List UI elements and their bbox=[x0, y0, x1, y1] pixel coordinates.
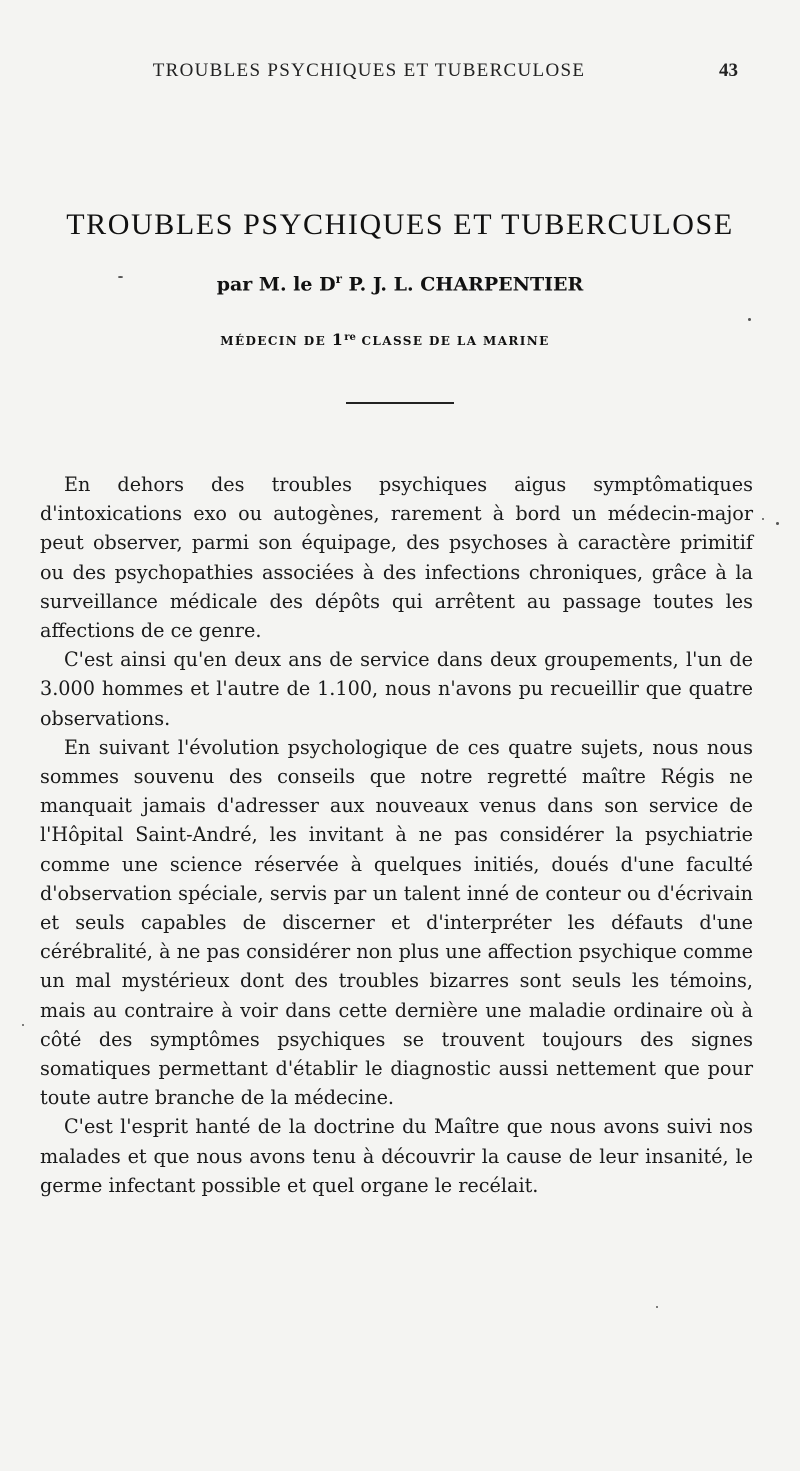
author-sup: r bbox=[335, 272, 342, 286]
paragraph: En dehors des troubles psychiques aigus symptômatiques d'intoxications exo ou autogènes, rarement à bord un médecin-major peut observer, parmi son équipage, des psychoses à caractère primitif ou des psychopathies associées à des infections chroniques, grâce à la surveillance médicale des dépôts qui arrêtent au passage toutes les affections de ce genre. bbox=[40, 473, 753, 643]
paper-speck bbox=[748, 318, 751, 321]
title-divider bbox=[346, 402, 454, 404]
paper-speck bbox=[762, 518, 764, 520]
paragraph: C'est ainsi qu'en deux ans de service dans deux groupements, l'un de 3.000 hommes et l'autre de 1.100, nous n'avons pu recueillir que quatre observations. bbox=[40, 648, 753, 730]
body-text bbox=[40, 470, 753, 1200]
author-name: P. J. L. CHARPENTIER bbox=[341, 273, 584, 296]
affiliation-num: 1 bbox=[331, 330, 345, 349]
paper-speck bbox=[22, 1024, 24, 1026]
article-title: TROUBLES PSYCHIQUES ET TUBERCULOSE bbox=[66, 208, 734, 241]
paper-speck bbox=[118, 276, 123, 278]
running-head bbox=[40, 60, 738, 86]
paragraph: C'est l'esprit hanté de la doctrine du Maître que nous avons suivi nos malades et que nous avons tenu à découvrir la cause de leur insanité, le germe infectant possible et quel organe le recélait. bbox=[40, 1115, 753, 1197]
running-title: TROUBLES PSYCHIQUES ET TUBERCULOSE bbox=[152, 60, 586, 81]
page-number: 43 bbox=[719, 60, 738, 81]
paper-speck bbox=[776, 522, 779, 525]
affiliation-line bbox=[0, 330, 770, 349]
paper-speck bbox=[656, 1306, 658, 1308]
affiliation-part2: CLASSE DE LA MARINE bbox=[355, 334, 550, 348]
affiliation-part1: MÉDECIN DE bbox=[220, 334, 332, 348]
author-prefix: par M. le D bbox=[216, 273, 336, 296]
paragraph: En suivant l'évolution psychologique de ces quatre sujets, nous nous sommes souvenu des conseils que notre regretté maître Régis ne manquait jamais d'adresser aux nouveaux venus dans son service de l'Hôpital Saint-André, les invitant à ne pas considérer la psychiatrie comme une science réservée à quelques initiés, doués d'une faculté d'observation spéciale, servis par un talent inné de conteur ou d'écrivain et seuls capables de discerner et d'interpréter les défauts d'une cérébralité, à ne pas considérer non plus une affection psychique comme un mal mystérieux dont des troubles bizarres sont seuls les témoins, mais au contraire à voir dans cette dernière une maladie ordinaire où à côté des symptômes psychiques se trouvent toujours des signes somatiques permettant d'établir le diagnostic aussi nettement que pour toute autre branche de la médecine. bbox=[40, 735, 753, 1110]
affiliation-sup: re bbox=[344, 332, 356, 343]
